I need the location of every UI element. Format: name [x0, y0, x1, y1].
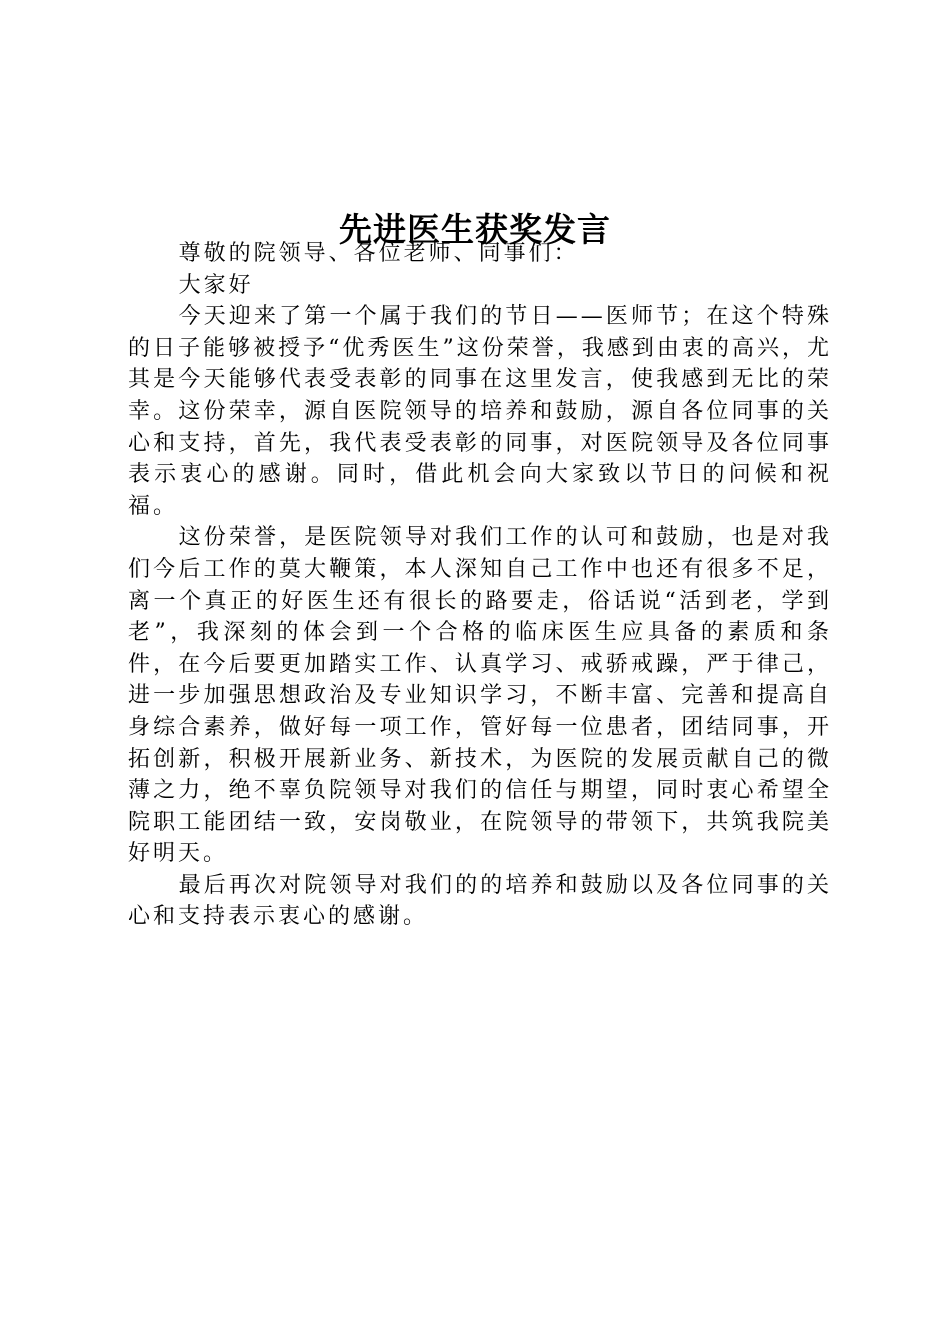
- document-body: [128, 238, 832, 933]
- paragraph: 最后再次对院领导对我们的的培养和鼓励以及各位同事的关心和支持表示衷心的感谢。: [128, 872, 832, 930]
- salutation: 尊敬的院领导、各位老师、同事们：: [178, 241, 579, 266]
- document-title: 先进医生获奖发言: [339, 210, 611, 250]
- greeting: 大家好: [178, 272, 254, 298]
- paragraph: 这份荣誉，是医院领导对我们工作的认可和鼓励，也是对我们今后工作的莫大鞭策，本人深知自己工作中也还有很多不足，离一个真正的好医生还有很长的路要走，俗话说“活到老，学到老”，我深刻的体会到一个合格的临床医生应具备的素质和条件，在今后要更加踏实工作、认真学习、戒骄戒躁，严于律己，进一步加强思想政治及专业知识学习，不断丰富、完善和提高自身综合素养，做好每一项工作，管好每一位患者，团结同事，开拓创新，积极开展新业务、新技术，为医院的发展贡献自己的微薄之力，绝不辜负院领导对我们的信任与期望，同时衷心希望全院职工能团结一致，安岗敬业，在院领导的带领下，共筑我院美好明天。: [128, 525, 832, 867]
- paragraph: 今天迎来了第一个属于我们的节日——医师节；在这个特殊的日子能够被授予“优秀医生”这份荣誉，我感到由衷的高兴，尤其是今天能够代表受表彰的同事在这里发言，使我感到无比的荣幸。这份荣幸，源自医院领导的培养和鼓励，源自各位同事的关心和支持，首先，我代表受表彰的同事，对医院领导及各位同事表示衷心的感谢。同时，借此机会向大家致以节日的问候和祝福。: [128, 304, 832, 519]
